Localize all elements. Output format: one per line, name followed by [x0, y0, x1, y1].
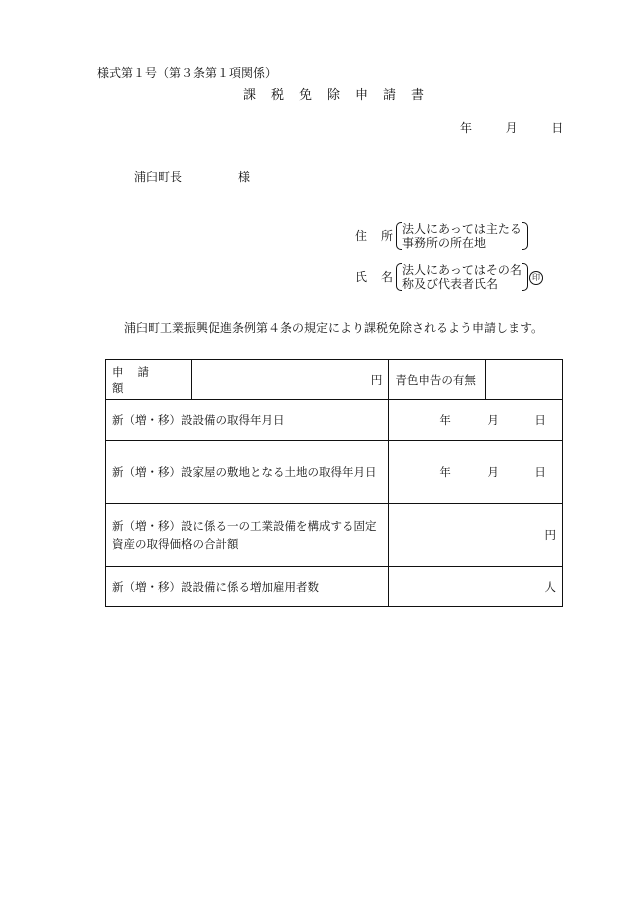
asset-total-label-line-1: 新（増・移）設に係る一の工業設備を構成する固定: [112, 519, 377, 533]
address-note: [398, 222, 526, 250]
table-row: [106, 504, 563, 567]
name-label-2: 名: [381, 270, 394, 284]
amount-unit: 円: [370, 372, 383, 387]
date-month: 月: [505, 121, 518, 135]
amount-field[interactable]: [191, 360, 389, 400]
month-unit: 月: [487, 413, 499, 427]
acquisition-date-field[interactable]: [389, 400, 563, 441]
address-label: [355, 230, 393, 242]
acquisition-date-label: 新（増・移）設設備の取得年月日: [106, 400, 389, 441]
name-note-line-1: 法人にあってはその名: [402, 263, 522, 277]
blue-return-field[interactable]: [486, 360, 563, 400]
year-unit: 年: [439, 413, 451, 427]
table-row: [106, 400, 563, 441]
table-row: [106, 441, 563, 504]
asset-total-field[interactable]: [389, 504, 563, 567]
land-date-label: 新（増・移）設家屋の敷地となる土地の取得年月日: [106, 441, 389, 504]
asset-total-label: [106, 504, 389, 567]
asset-total-label-line-2: 資産の取得価格の合計額: [112, 537, 239, 551]
address-label-1: 住: [355, 229, 368, 243]
address-note-line-2: 事務所の所在地: [402, 236, 487, 250]
employees-unit: 人: [544, 579, 556, 594]
employees-label: 新（増・移）設設備に係る増加雇用者数: [106, 567, 389, 607]
table-row: [106, 360, 563, 400]
land-date-field[interactable]: [389, 441, 563, 504]
addressee-honorific: 様: [238, 170, 251, 184]
form-number: 様式第１号（第３条第１項関係）: [97, 66, 278, 80]
day-unit: 日: [534, 465, 546, 479]
name-label: [355, 271, 393, 283]
application-statement: 浦臼町工業振興促進条例第４条の規定により課税免除されるよう申請します。: [124, 321, 544, 335]
asset-unit: 円: [544, 528, 556, 542]
address-label-2: 所: [381, 229, 394, 243]
address-note-line-1: 法人にあっては主たる: [402, 222, 522, 236]
application-date: [460, 122, 563, 134]
addressee: [134, 170, 251, 184]
seal-mark: 印: [529, 271, 543, 285]
application-table: [105, 359, 563, 607]
name-label-1: 氏: [355, 270, 368, 284]
date-year: 年: [460, 121, 473, 135]
employees-field[interactable]: [389, 567, 563, 607]
date-day: 日: [551, 121, 564, 135]
blue-return-label: 青色申告の有無: [389, 360, 486, 400]
document-title: 課税免除申請書: [243, 88, 440, 103]
name-note-line-2: 称及び代表者氏名: [402, 277, 499, 291]
table-row: [106, 567, 563, 607]
day-unit: 日: [534, 413, 546, 427]
year-unit: 年: [439, 465, 451, 479]
amount-label: 申請額: [106, 360, 192, 400]
addressee-name: 浦臼町長: [134, 170, 183, 184]
name-note: [398, 263, 526, 291]
month-unit: 月: [487, 465, 499, 479]
